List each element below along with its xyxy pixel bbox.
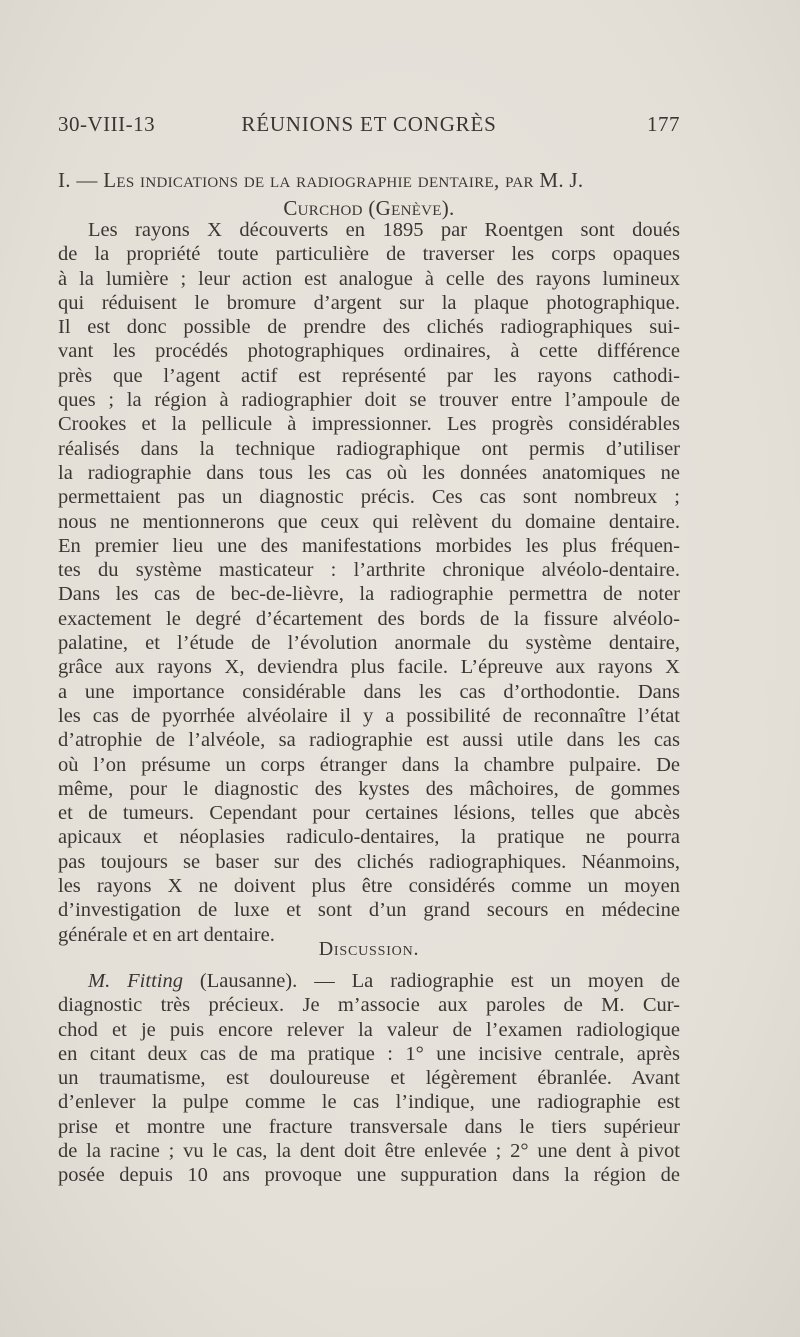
body-line: qui réduisent le bromure d’argent sur la plaque photographique. bbox=[58, 291, 680, 314]
discussion-heading: Discussion. bbox=[318, 938, 420, 960]
body-line: d’atrophie de l’alvéole, sa radiographie est aussi utile dans les cas bbox=[58, 729, 680, 752]
discussion-body bbox=[58, 969, 680, 1188]
discussion-line: prise et montre une fracture transversale dans le tiers supérieur bbox=[58, 1115, 680, 1138]
discussion-line: de la racine ; vu le cas, la dent doit être enlevée ; 2° une dent à pivot bbox=[58, 1140, 680, 1163]
body-line: Dans les cas de bec-de-lièvre, la radiographie permettra de noter bbox=[58, 583, 680, 606]
discussion-line-first bbox=[58, 969, 680, 993]
body-line: pas toujours se baser sur des clichés radiographiques. Néanmoins, bbox=[58, 850, 680, 873]
body-line: exactement le degré d’écartement des bords de la fissure alvéolo- bbox=[58, 607, 680, 630]
discussion-line-first-rest: (Lausanne). — La radiographie est un moyen de bbox=[182, 970, 681, 992]
body-line: a une importance considérable dans les cas d’orthodontie. Dans bbox=[58, 680, 680, 703]
body-line: les rayons X ne doivent plus être considérés comme un moyen bbox=[58, 875, 680, 898]
body-line: palatine, et l’étude de l’évolution anormale du système dentaire, bbox=[58, 632, 680, 655]
article-title bbox=[58, 166, 680, 222]
discussion-line: en citant deux cas de ma pratique : 1° une incisive centrale, après bbox=[58, 1042, 680, 1065]
discussion-line: un traumatisme, est douloureuse et légèrement ébranlée. Avant bbox=[58, 1067, 680, 1090]
body-line: les cas de pyorrhée alvéolaire il y a possibilité de reconnaître l’état bbox=[58, 704, 680, 727]
header-section-title: RÉUNIONS ET CONGRÈS bbox=[241, 112, 497, 136]
discussion-line: posée depuis 10 ans provoque une suppuration dans la région de bbox=[58, 1164, 680, 1187]
article-title-line-1: I. — Les indications de la radiographie dentaire, par M. J. bbox=[58, 168, 584, 192]
body-line: à la lumière ; leur action est analogue à celle des rayons lumineux bbox=[58, 267, 680, 290]
body-line: nous ne mentionnerons que ceux qui relèvent du domaine dentaire. bbox=[58, 510, 680, 533]
body-line: et de tumeurs. Cependant pour certaines lésions, telles que abcès bbox=[58, 802, 680, 825]
body-line: tes du système masticateur : l’arthrite chronique alvéolo-dentaire. bbox=[58, 559, 680, 582]
body-line: apicaux et néoplasies radiculo-dentaires, la pratique ne pourra bbox=[58, 826, 680, 849]
article-title-line-2: Curchod (Genève). bbox=[283, 196, 455, 220]
body-line: réalisés dans la technique radiographique ont permis d’utiliser bbox=[58, 437, 680, 460]
page-number: 177 bbox=[647, 112, 680, 136]
body-line: Les rayons X découverts en 1895 par Roentgen sont doués bbox=[88, 219, 680, 241]
speaker-name: M. Fitting bbox=[88, 970, 183, 992]
body-line: où l’on présume un corps étranger dans la chambre pulpaire. De bbox=[58, 753, 680, 776]
body-line: la radiographie dans tous les cas où les données anatomiques ne bbox=[58, 461, 680, 484]
body-line: Crookes et la pellicule à impressionner. Les progrès considérables bbox=[58, 413, 680, 436]
body-line: même, pour le diagnostic des kystes des mâchoires, de gommes bbox=[58, 777, 680, 800]
body-line: Il est donc possible de prendre des clichés radiographiques sui- bbox=[58, 316, 680, 339]
body-line: grâce aux rayons X, deviendra plus facile. L’épreuve aux rayons X bbox=[58, 656, 680, 679]
article-body bbox=[58, 218, 680, 947]
body-line: En premier lieu une des manifestations morbides les plus fréquen- bbox=[58, 534, 680, 557]
body-line: générale et en art dentaire. bbox=[58, 923, 275, 946]
discussion-line: diagnostic très précieux. Je m’associe aux paroles de M. Cur- bbox=[58, 994, 680, 1017]
body-line: de la propriété toute particulière de traverser les corps opaques bbox=[58, 243, 680, 266]
body-line: ques ; la région à radiographier doit se trouver entre l’ampoule de bbox=[58, 389, 680, 412]
body-line: d’investigation de luxe et sont d’un grand secours en médecine bbox=[58, 899, 680, 922]
discussion-line: chod et je puis encore relever la valeur de l’examen radiologique bbox=[58, 1018, 680, 1041]
discussion-line: d’enlever la pulpe comme le cas l’indique, une radiographie est bbox=[58, 1091, 680, 1114]
running-header bbox=[58, 112, 680, 148]
body-line: vant les procédés photographiques ordinaires, à cette différence bbox=[58, 340, 680, 363]
body-line: permettaient pas un diagnostic précis. Ces cas sont nombreux ; bbox=[58, 486, 680, 509]
header-date: 30-VIII-13 bbox=[58, 112, 156, 136]
body-line: près que l’agent actif est représenté par les rayons cathodi- bbox=[58, 364, 680, 387]
